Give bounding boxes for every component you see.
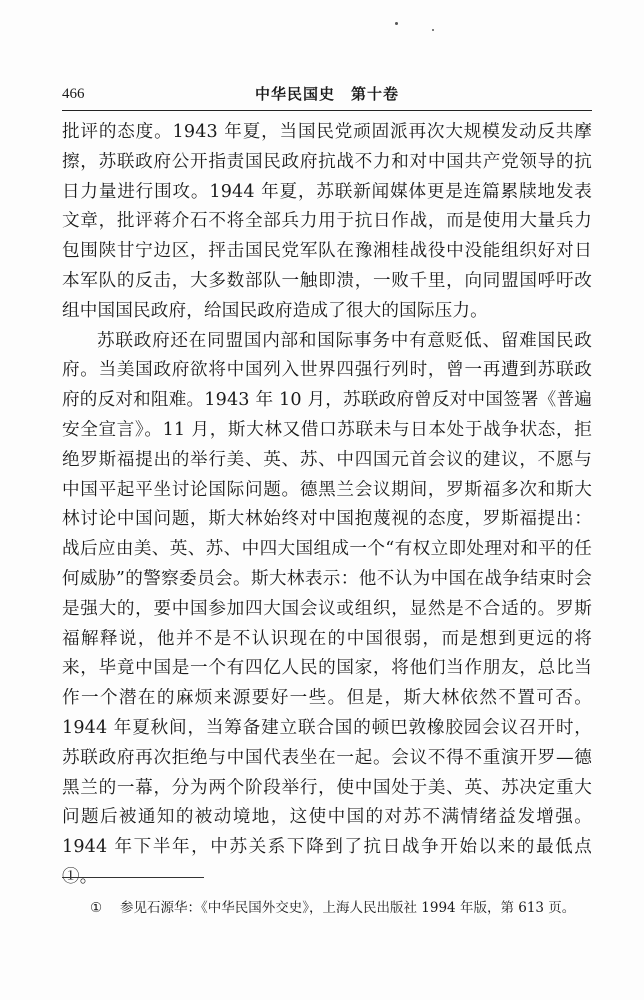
paragraph-continued: 批评的态度。1943 年夏，当国民党顽固派再次大规模发动反共摩擦，苏联政府公开指责国民政府抗战不力和对中国共产党领导的抗日力量进行围攻。1944 年夏，苏联新闻媒体更是连篇累牍地发表文章，批评蒋介石不将全部兵力用于抗日作战，而是使用大量兵力包围陕甘宁边区，抨击国民党军队在豫湘桂战役中没能组织好对日本军队的反击，大多数部队一触即溃，一败千里，向同盟国呼吁改组中国国民政府，给国民政府造成了很大的国际压力。 xyxy=(62,122,592,321)
footnote xyxy=(90,898,590,918)
footnote-mark: ① xyxy=(90,900,103,916)
page-header xyxy=(62,84,592,108)
footnote-text: 参见石源华：《中华民国外交史》，上海人民出版社 1994 年版，第 613 页。 xyxy=(120,900,576,916)
running-title: 中华民国史 第十卷 xyxy=(254,85,399,103)
scan-speck xyxy=(395,22,398,25)
page-number: 466 xyxy=(62,86,85,102)
paragraph: 苏联政府还在同盟国内部和国际事务中有意贬低、留难国民政府。当美国政府欲将中国列入世界四强行列时，曾一再遭到苏联政府的反对和阻难。1943 年 10 月，苏联政府曾反对中国签署《普遍安全宣言》。11 月，斯大林又借口苏联未与日本处于战争状态，拒绝罗斯福提出的举行美、英、苏、中四国元首会议的建议，不愿与中国平起平坐讨论国际问题。德黑兰会议期间，罗斯福多次和斯大林讨论中国问题，斯大林始终对中国抱蔑视的态度，罗斯福提出：战后应由美、英、苏、中四大国组成一个“有权立即处理对和平的任何威胁”的警察委员会。斯大林表示：他不认为中国在战争结束时会是强大的，要中国参加四大国会议或组织，显然是不合适的。罗斯福解释说，他并不是不认识现在的中国很弱，而是想到更远的将来，毕竟中国是一个有四亿人民的国家，将他们当作朋友，总比当作一个潜在的麻烦来源要好一些。但是，斯大林依然不置可否。1944 年夏秋间，当筹备建立联合国的顿巴敦橡胶园会议召开时，苏联政府再次拒绝与中国代表坐在一起。会议不得不重演开罗—德黑兰的一幕，分为两个阶段举行，使中国处于美、英、苏决定重大问题后被通知的被动境地，这使中国的对苏不满情绪益发增强。1944 年下半年，中苏关系下降到了抗日战争开始以来的最低点①。 xyxy=(62,330,592,887)
scan-speck xyxy=(432,29,434,31)
header-rule xyxy=(62,110,592,111)
footnote-rule xyxy=(62,877,204,878)
body-text xyxy=(62,118,592,893)
